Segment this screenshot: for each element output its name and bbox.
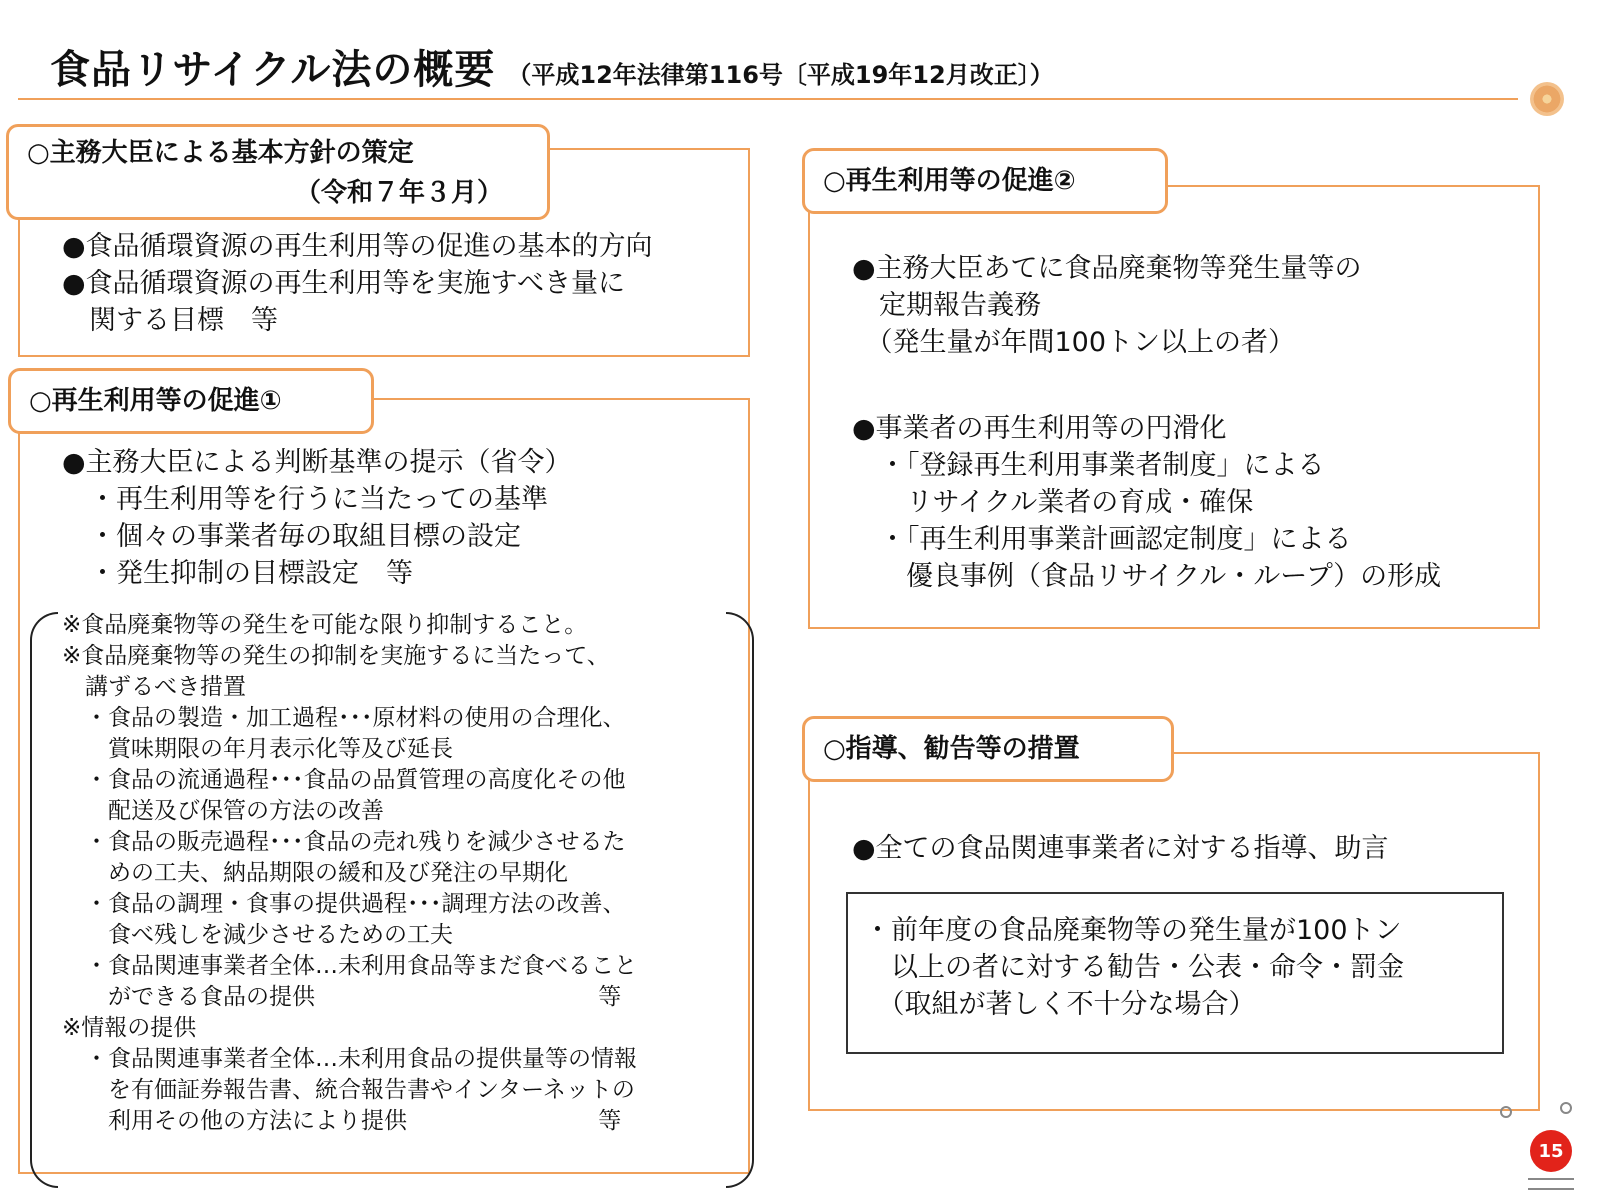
policy-header-line2: （令和７年３月） [295, 178, 504, 208]
page-title [50, 38, 1054, 95]
list-item: 定期報告義務 [852, 290, 1041, 321]
note-line: ※食品廃棄物等の発生の抑制を実施するに当たって、 [62, 643, 610, 669]
penalty-line: 以上の者に対する勧告・公表・命令・罰金 [864, 952, 1404, 983]
penalty-line: （取組が著しく不十分な場合） [864, 989, 1256, 1020]
guidance-header [802, 716, 1174, 782]
list-item: ●食品循環資源の再生利用等の促進の基本的方向 [62, 231, 653, 262]
note-line: ※情報の提供 [62, 1015, 197, 1041]
list-item: ・「登録再生利用事業者制度」による [852, 450, 1325, 481]
note-line: 賞味期限の年月表示化等及び延長 [62, 736, 453, 762]
list-item: ●食品循環資源の再生利用等を実施すべき量に [62, 268, 626, 299]
bracket-left [30, 612, 58, 1188]
flower-logo-icon [1530, 82, 1564, 116]
title-text: 食品リサイクル法の概要 [50, 47, 496, 93]
page-number: 15 [1538, 1140, 1564, 1162]
badge-lines-icon [1528, 1178, 1574, 1190]
note-line: めの工夫、納品期限の緩和及び発注の早期化 [62, 860, 568, 886]
penalty-line: ・前年度の食品廃棄物等の発生量が100トン [864, 915, 1402, 946]
list-item: ●主務大臣による判断基準の提示（省令） [62, 447, 572, 478]
policy-header-line1: ○主務大臣による基本方針の策定 [27, 138, 414, 168]
page-number-badge [1530, 1130, 1572, 1172]
note-line: ※食品廃棄物等の発生を可能な限り抑制すること。 [62, 612, 588, 638]
promotion2-header-label: ○再生利用等の促進② [823, 166, 1076, 196]
list-item: リサイクル業者の育成・確保 [852, 487, 1254, 518]
list-item: ●全ての食品関連事業者に対する指導、助言 [852, 833, 1389, 864]
note-line: 配送及び保管の方法の改善 [62, 798, 384, 824]
list-item: ・個々の事業者毎の取組目標の設定 [62, 521, 521, 552]
note-line: ・食品の販売過程･･･食品の売れ残りを減少させるた [62, 829, 626, 855]
guidance-item [852, 830, 1389, 867]
title-subtitle: （平成12年法律第116号〔平成19年12月改正〕） [507, 61, 1054, 89]
promotion2-items-a [852, 250, 1362, 361]
title-divider [18, 98, 1518, 100]
list-item: ・再生利用等を行うに当たっての基準 [62, 484, 548, 515]
promotion2-items-b [852, 410, 1441, 595]
promotion2-header [802, 148, 1168, 214]
bracket-right [726, 612, 754, 1188]
note-line: ・食品関連事業者全体…未利用食品等まだ食べること [62, 953, 637, 979]
guidance-header-label: ○指導、勧告等の措置 [823, 734, 1080, 764]
list-item: ●主務大臣あてに食品廃棄物等発生量等の [852, 253, 1362, 284]
promotion1-items [62, 444, 572, 592]
list-item: ●事業者の再生利用等の円滑化 [852, 413, 1227, 444]
list-item: ・発生抑制の目標設定 等 [62, 558, 413, 589]
note-line: 講ずるべき措置 [62, 674, 246, 700]
note-line: 利用その他の方法により提供 等 [62, 1108, 622, 1134]
badge-dot-right-icon [1560, 1102, 1572, 1114]
policy-items [62, 228, 653, 339]
note-line: ・食品関連事業者全体…未利用食品の提供量等の情報 [62, 1046, 637, 1072]
list-item: ・「再生利用事業計画認定制度」による [852, 524, 1352, 555]
note-line: 食べ残しを減少させるための工夫 [62, 922, 453, 948]
note-line: ができる食品の提供 等 [62, 984, 622, 1010]
policy-header [6, 124, 550, 220]
list-item: 優良事例（食品リサイクル・ループ）の形成 [852, 561, 1442, 592]
penalty-text [864, 912, 1404, 1023]
note-line: ・食品の製造・加工過程･･･原材料の使用の合理化、 [62, 705, 626, 731]
note-line: を有価証券報告書、統合報告書やインターネットの [62, 1077, 635, 1103]
promotion1-notes [62, 610, 637, 1137]
badge-dot-left-icon [1500, 1106, 1512, 1118]
note-line: ・食品の調理・食事の提供過程･･･調理方法の改善、 [62, 891, 626, 917]
note-line: ・食品の流通過程･･･食品の品質管理の高度化その他 [62, 767, 626, 793]
list-item: 関する目標 等 [62, 305, 278, 336]
promotion1-header [8, 368, 374, 434]
list-item: （発生量が年間100トン以上の者） [852, 327, 1296, 358]
promotion1-header-label: ○再生利用等の促進① [29, 386, 282, 416]
